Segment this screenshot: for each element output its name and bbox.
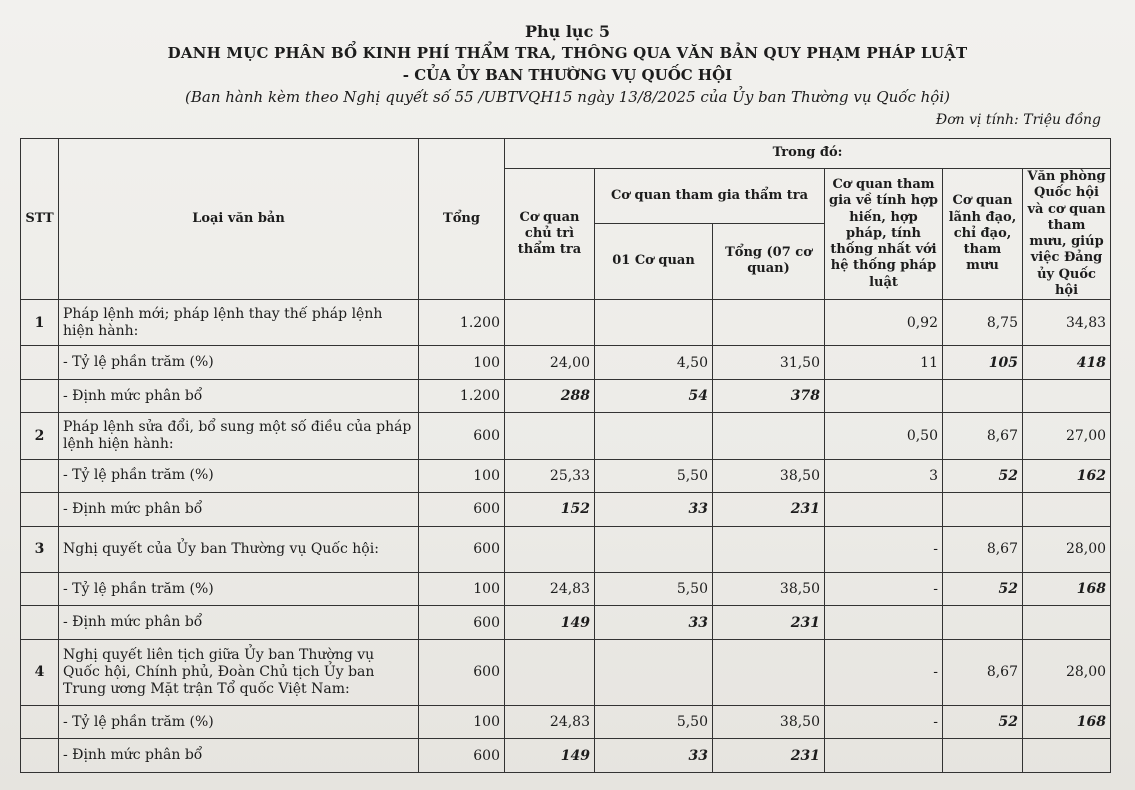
table-row bbox=[21, 572, 1111, 605]
cell-hien-phap bbox=[825, 493, 943, 526]
cell-chu-tri bbox=[505, 639, 595, 705]
unit-label: Đơn vị tính: Triệu đồng bbox=[935, 112, 1101, 128]
table-row bbox=[21, 379, 1111, 412]
cell-label: Nghị quyết của Ủy ban Thường vụ Quốc hội: bbox=[59, 526, 419, 572]
cell-hien-phap: 0,92 bbox=[825, 300, 943, 346]
header-stt: STT bbox=[21, 139, 59, 300]
cell-01-co-quan bbox=[595, 639, 713, 705]
cell-hien-phap: 0,50 bbox=[825, 413, 943, 459]
cell-tong: 100 bbox=[419, 572, 505, 605]
cell-tong: 600 bbox=[419, 606, 505, 639]
cell-label: Pháp lệnh sửa đổi, bổ sung một số điều của pháp lệnh hiện hành: bbox=[59, 413, 419, 459]
cell-01-co-quan: 5,50 bbox=[595, 459, 713, 492]
cell-tong: 100 bbox=[419, 706, 505, 739]
cell-stt bbox=[21, 346, 59, 379]
cell-hien-phap: - bbox=[825, 526, 943, 572]
cell-01-co-quan bbox=[595, 300, 713, 346]
table-row bbox=[21, 739, 1111, 773]
cell-tong-07: 31,50 bbox=[713, 346, 825, 379]
cell-lanh-dao: 8,67 bbox=[943, 413, 1023, 459]
cell-tong: 1.200 bbox=[419, 379, 505, 412]
table-row bbox=[21, 606, 1111, 639]
appendix-label: Phụ lục 5 bbox=[524, 22, 611, 41]
cell-tong-07 bbox=[713, 413, 825, 459]
cell-stt bbox=[21, 379, 59, 412]
cell-lanh-dao bbox=[943, 379, 1023, 412]
cell-tong-07 bbox=[713, 639, 825, 705]
cell-tong-07: 231 bbox=[713, 739, 825, 773]
cell-label: - Tỷ lệ phần trăm (%) bbox=[59, 459, 419, 492]
table-row bbox=[21, 413, 1111, 459]
cell-tong: 600 bbox=[419, 639, 505, 705]
cell-van-phong: 34,83 bbox=[1023, 300, 1111, 346]
cell-van-phong: 28,00 bbox=[1023, 526, 1111, 572]
cell-chu-tri: 149 bbox=[505, 606, 595, 639]
cell-lanh-dao: 8,67 bbox=[943, 526, 1023, 572]
cell-van-phong: 168 bbox=[1023, 572, 1111, 605]
table-body bbox=[21, 300, 1111, 773]
header-van-phong: Văn phòng Quốc hội và cơ quan tham mưu, giúp việc Đảng ủy Quốc hội bbox=[1023, 169, 1111, 300]
cell-tong: 1.200 bbox=[419, 300, 505, 346]
allocation-table bbox=[20, 138, 1111, 773]
header-trong-do: Trong đó: bbox=[505, 139, 1111, 169]
header-01-co-quan: 01 Cơ quan bbox=[595, 223, 713, 299]
document-title-line2: - CỦA ỦY BAN THƯỜNG VỤ QUỐC HỘI bbox=[402, 66, 733, 84]
cell-chu-tri: 24,83 bbox=[505, 572, 595, 605]
cell-01-co-quan bbox=[595, 526, 713, 572]
cell-stt bbox=[21, 572, 59, 605]
cell-stt: 3 bbox=[21, 526, 59, 572]
cell-stt bbox=[21, 493, 59, 526]
cell-label: Pháp lệnh mới; pháp lệnh thay thế pháp lệnh hiện hành: bbox=[59, 300, 419, 346]
cell-chu-tri: 25,33 bbox=[505, 459, 595, 492]
cell-lanh-dao bbox=[943, 739, 1023, 773]
cell-tong-07: 231 bbox=[713, 493, 825, 526]
cell-chu-tri bbox=[505, 300, 595, 346]
cell-stt: 1 bbox=[21, 300, 59, 346]
cell-stt: 4 bbox=[21, 639, 59, 705]
header-hien-phap: Cơ quan tham gia về tính hợp hiến, hợp pháp, tính thống nhất với hệ thống pháp luật bbox=[825, 169, 943, 300]
table-row bbox=[21, 493, 1111, 526]
cell-van-phong bbox=[1023, 379, 1111, 412]
header-tong-07: Tổng (07 cơ quan) bbox=[713, 223, 825, 299]
cell-chu-tri: 24,83 bbox=[505, 706, 595, 739]
header-loai-van-ban: Loại văn bản bbox=[59, 139, 419, 300]
cell-label: - Tỷ lệ phần trăm (%) bbox=[59, 572, 419, 605]
cell-01-co-quan: 33 bbox=[595, 739, 713, 773]
cell-chu-tri: 152 bbox=[505, 493, 595, 526]
cell-tong-07: 378 bbox=[713, 379, 825, 412]
cell-label: Nghị quyết liên tịch giữa Ủy ban Thường vụ Quốc hội, Chính phủ, Đoàn Chủ tịch Ủy ban Trung ương Mặt trận Tổ quốc Việt Nam: bbox=[59, 639, 419, 705]
cell-01-co-quan: 54 bbox=[595, 379, 713, 412]
cell-hien-phap bbox=[825, 379, 943, 412]
cell-chu-tri: 288 bbox=[505, 379, 595, 412]
cell-label: - Định mức phân bổ bbox=[59, 493, 419, 526]
cell-hien-phap: - bbox=[825, 639, 943, 705]
cell-chu-tri bbox=[505, 526, 595, 572]
table-row bbox=[21, 459, 1111, 492]
table-row bbox=[21, 639, 1111, 705]
cell-01-co-quan: 33 bbox=[595, 493, 713, 526]
cell-lanh-dao bbox=[943, 606, 1023, 639]
cell-hien-phap: - bbox=[825, 572, 943, 605]
cell-van-phong bbox=[1023, 606, 1111, 639]
table-row bbox=[21, 706, 1111, 739]
cell-van-phong: 27,00 bbox=[1023, 413, 1111, 459]
cell-van-phong bbox=[1023, 739, 1111, 773]
cell-chu-tri: 149 bbox=[505, 739, 595, 773]
cell-tong-07: 231 bbox=[713, 606, 825, 639]
cell-hien-phap: 3 bbox=[825, 459, 943, 492]
cell-label: - Định mức phân bổ bbox=[59, 739, 419, 773]
cell-hien-phap: 11 bbox=[825, 346, 943, 379]
document-title: DANH MỤC PHÂN BỔ KINH PHÍ THẨM TRA, THÔNG QUA VĂN BẢN QUY PHẠM PHÁP LUẬT bbox=[167, 44, 968, 62]
table-row bbox=[21, 526, 1111, 572]
cell-lanh-dao: 52 bbox=[943, 572, 1023, 605]
cell-van-phong: 168 bbox=[1023, 706, 1111, 739]
header-chu-tri: Cơ quan chủ trì thẩm tra bbox=[505, 169, 595, 300]
cell-chu-tri bbox=[505, 413, 595, 459]
cell-chu-tri: 24,00 bbox=[505, 346, 595, 379]
header-tham-gia: Cơ quan tham gia thẩm tra bbox=[595, 169, 825, 224]
cell-tong-07: 38,50 bbox=[713, 572, 825, 605]
cell-lanh-dao: 8,75 bbox=[943, 300, 1023, 346]
cell-label: - Tỷ lệ phần trăm (%) bbox=[59, 706, 419, 739]
cell-van-phong: 162 bbox=[1023, 459, 1111, 492]
cell-lanh-dao: 52 bbox=[943, 706, 1023, 739]
cell-01-co-quan: 5,50 bbox=[595, 706, 713, 739]
cell-tong-07 bbox=[713, 526, 825, 572]
header-tong: Tổng bbox=[419, 139, 505, 300]
table-row bbox=[21, 300, 1111, 346]
cell-01-co-quan: 4,50 bbox=[595, 346, 713, 379]
header-lanh-dao: Cơ quan lãnh đạo, chỉ đạo, tham mưu bbox=[943, 169, 1023, 300]
cell-label: - Định mức phân bổ bbox=[59, 379, 419, 412]
document-subtitle: (Ban hành kèm theo Nghị quyết số 55 /UBTVQH15 ngày 13/8/2025 của Ủy ban Thường vụ Quốc hội) bbox=[185, 88, 950, 106]
cell-label: - Định mức phân bổ bbox=[59, 606, 419, 639]
cell-stt bbox=[21, 459, 59, 492]
cell-tong: 600 bbox=[419, 493, 505, 526]
cell-stt: 2 bbox=[21, 413, 59, 459]
cell-label: - Tỷ lệ phần trăm (%) bbox=[59, 346, 419, 379]
cell-tong: 100 bbox=[419, 459, 505, 492]
cell-lanh-dao bbox=[943, 493, 1023, 526]
cell-01-co-quan: 33 bbox=[595, 606, 713, 639]
cell-tong-07: 38,50 bbox=[713, 459, 825, 492]
cell-stt bbox=[21, 739, 59, 773]
cell-van-phong: 418 bbox=[1023, 346, 1111, 379]
cell-van-phong bbox=[1023, 493, 1111, 526]
cell-stt bbox=[21, 706, 59, 739]
table-row bbox=[21, 346, 1111, 379]
cell-tong: 600 bbox=[419, 739, 505, 773]
cell-stt bbox=[21, 606, 59, 639]
cell-hien-phap: - bbox=[825, 706, 943, 739]
cell-tong-07 bbox=[713, 300, 825, 346]
cell-lanh-dao: 8,67 bbox=[943, 639, 1023, 705]
cell-hien-phap bbox=[825, 739, 943, 773]
cell-lanh-dao: 105 bbox=[943, 346, 1023, 379]
cell-van-phong: 28,00 bbox=[1023, 639, 1111, 705]
cell-01-co-quan: 5,50 bbox=[595, 572, 713, 605]
cell-tong: 600 bbox=[419, 526, 505, 572]
cell-lanh-dao: 52 bbox=[943, 459, 1023, 492]
cell-01-co-quan bbox=[595, 413, 713, 459]
cell-tong-07: 38,50 bbox=[713, 706, 825, 739]
cell-tong: 100 bbox=[419, 346, 505, 379]
cell-hien-phap bbox=[825, 606, 943, 639]
cell-tong: 600 bbox=[419, 413, 505, 459]
